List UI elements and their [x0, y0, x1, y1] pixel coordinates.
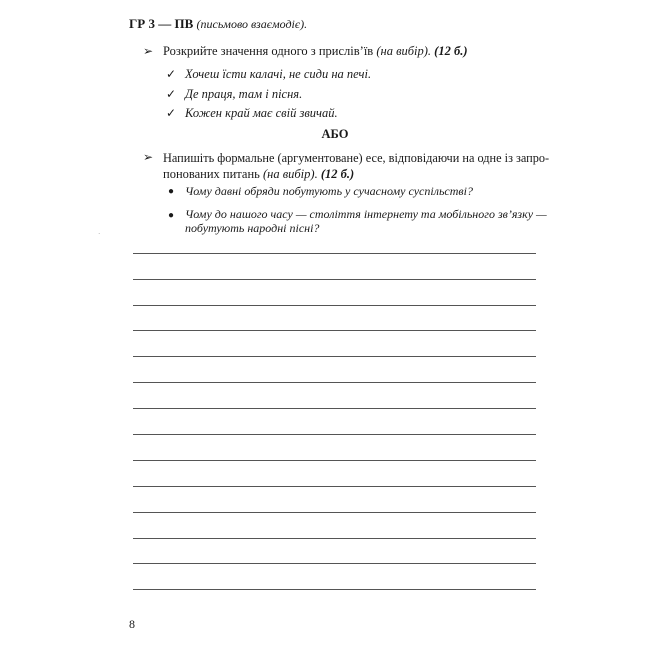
writing-line[interactable]: [133, 279, 536, 280]
checkmark-icon: ✓: [166, 67, 177, 81]
bullet-icon: ●: [168, 186, 175, 197]
essay-question: Чому давні обряди побутують у сучасному суспільстві?: [185, 184, 473, 198]
task2-line2-text: понованих питань: [163, 167, 263, 181]
task2-choice: (на вибір).: [262, 167, 318, 181]
writing-line[interactable]: [133, 512, 536, 513]
page-number: 8: [129, 617, 135, 631]
arrow-bullet-icon: ➢: [143, 44, 154, 58]
task1-points: (12 б.): [434, 44, 468, 58]
proverb-item: Де праця, там і пісня.: [185, 87, 303, 101]
proverb-item: Хочеш їсти калачі, не сиди на печі.: [185, 67, 372, 81]
writing-line[interactable]: [133, 538, 536, 539]
writing-line[interactable]: [133, 563, 536, 564]
arrow-bullet-icon: ➢: [143, 150, 154, 164]
essay-question-continued: побутують народні пісні?: [185, 221, 320, 235]
margin-mark: ·: [98, 230, 101, 238]
task2-points: (12 б.): [320, 167, 355, 181]
task1-choice: (на вибір).: [376, 44, 432, 58]
essay-question: Чому до нашого часу — століття інтернету та мобільного зв’язку —: [185, 207, 547, 221]
writing-line[interactable]: [133, 486, 536, 487]
writing-line[interactable]: [133, 589, 536, 590]
checkmark-icon: ✓: [166, 87, 177, 101]
task2-line1: Напишіть формальне (аргументоване) есе, відповідаючи на одне із запро-: [163, 151, 550, 165]
task2-prompt: [163, 150, 550, 182]
writing-line[interactable]: [133, 356, 536, 357]
writing-line[interactable]: [133, 382, 536, 383]
writing-line[interactable]: [133, 408, 536, 409]
task1-text: Розкрийте значення одного з прислів’їв: [163, 44, 377, 58]
writing-line[interactable]: [133, 460, 536, 461]
task2-line2: [163, 166, 543, 182]
writing-line[interactable]: [133, 253, 536, 254]
writing-line[interactable]: [133, 330, 536, 331]
bullet-icon: ●: [168, 210, 175, 221]
writing-line[interactable]: [133, 305, 536, 306]
checkmark-icon: ✓: [166, 106, 177, 120]
task1-prompt: [163, 44, 468, 59]
proverb-item: Кожен край має свій звичай.: [185, 106, 338, 120]
section-code: ГР 3 — ПВ: [129, 16, 194, 31]
section-note: (письмово взаємодіє).: [196, 17, 308, 31]
or-label: АБО: [321, 127, 349, 141]
writing-line[interactable]: [133, 434, 536, 435]
section-heading: [129, 16, 307, 32]
